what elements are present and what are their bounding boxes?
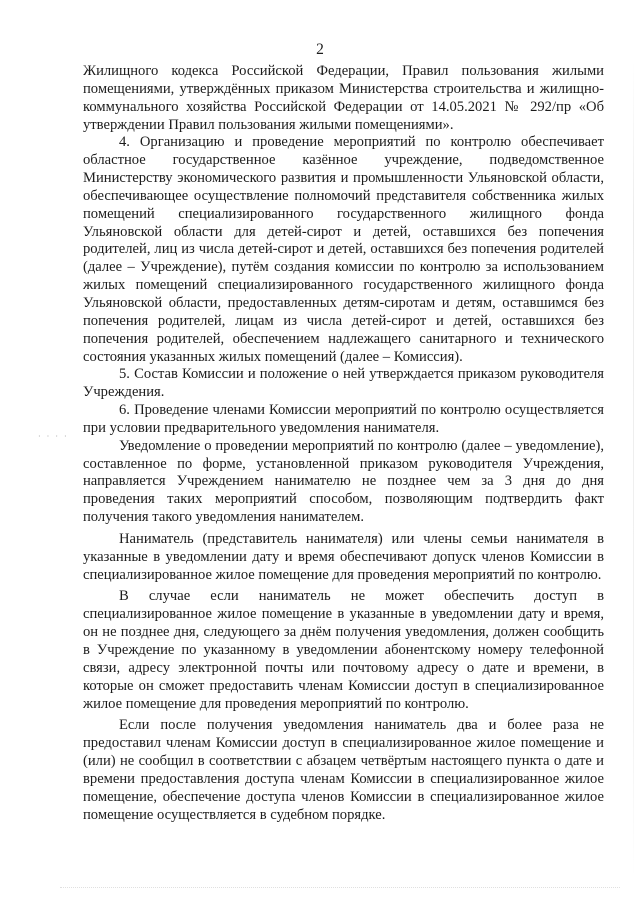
document-body: [83, 63, 604, 824]
scan-edge-bottom: [60, 887, 620, 889]
paragraph-item-4: 4. Организацию и проведение мероприятий по контролю обеспечивает областное государственное казённое учреждение, подведомственное Министерству экономического развития и промышленности Ульяновской области, обеспечивающее осуществление полномочий представителя собственника жилых помещений специализированного государственного жилищного фонда Ульяновской области для детей-сирот и детей, оставшихся без попечения родителей, лиц из числа детей-сирот и детей, оставшихся без попечения родителей (далее – Учреждение), путём создания комиссии по контролю за использованием жилых помещений специализированного государственного жилищного фонда Ульяновской области, предоставленных детям-сиротам и детям, оставшимся без попечения родителей, лицам из числа детей-сирот и детей, оставшихся без попечения родителей, обеспечением надлежащего санитарного и технического состояния указанных жилых помещений (далее – Комиссия).: [83, 134, 604, 365]
page-number: 2: [316, 41, 324, 58]
paragraph-notification: Уведомление о проведении мероприятий по контролю (далее – уведомление), составленное по форме, установленной приказом руководителя Учреждения, направляется Учреждением нанимателю не позднее чем за 3 дня до дня проведения таких мероприятий способом, позволяющим подтвердить факт получения такого уведомления нанимателем.: [83, 437, 604, 526]
scan-edge-right: [633, 60, 634, 880]
paragraph-item-6: 6. Проведение членами Комиссии мероприятий по контролю осуществляется при условии предварительного уведомления нанимателя.: [83, 402, 604, 436]
scan-margin-mark: · · · ·: [38, 432, 69, 441]
paragraph-unable-access: В случае если наниматель не может обеспечить доступ в специализированное жилое помещение в указанные в уведомлении дату и время, он не позднее дня, следующего за днём получения уведомления, должен сообщить в Учреждение по указанному в уведомлении абонентскому номеру телефонной связи, адресу электронной почты или почтовому адресу о дате и времени, в которые он сможет предоставить членам Комиссии доступ в специализированное жилое помещение для проведения мероприятий по контролю.: [83, 588, 604, 712]
paragraph-court-order: Если после получения уведомления наниматель два и более раза не предоставил членам Комиссии доступ в специализированное жилое помещение и (или) не сообщил в соответствии с абзацем четвёртым настоящего пункта о дате и времени предоставления доступа членам Комиссии в специализированное жилое помещение, обеспечение доступа членов Комиссии в специализированное жилое помещение осуществляется в судебном порядке.: [83, 717, 604, 823]
paragraph-tenant-access: Наниматель (представитель нанимателя) или члены семьи нанимателя в указанные в уведомлении дату и время обеспечивают допуск членов Комиссии в специализированное жилое помещение для проведения мероприятий по контролю.: [83, 530, 604, 583]
paragraph-item-5: 5. Состав Комиссии и положение о ней утверждается приказом руководителя Учреждения.: [83, 366, 604, 401]
paragraph-continuation: Жилищного кодекса Российской Федерации, Правил пользования жилыми помещениями, утверждённых приказом Министерства строительства и жилищно-коммунального хозяйства Российской Федерации от 14.05.2021 № 292/пр «Об утверждении Правил пользования жилыми помещениями».: [83, 63, 604, 133]
